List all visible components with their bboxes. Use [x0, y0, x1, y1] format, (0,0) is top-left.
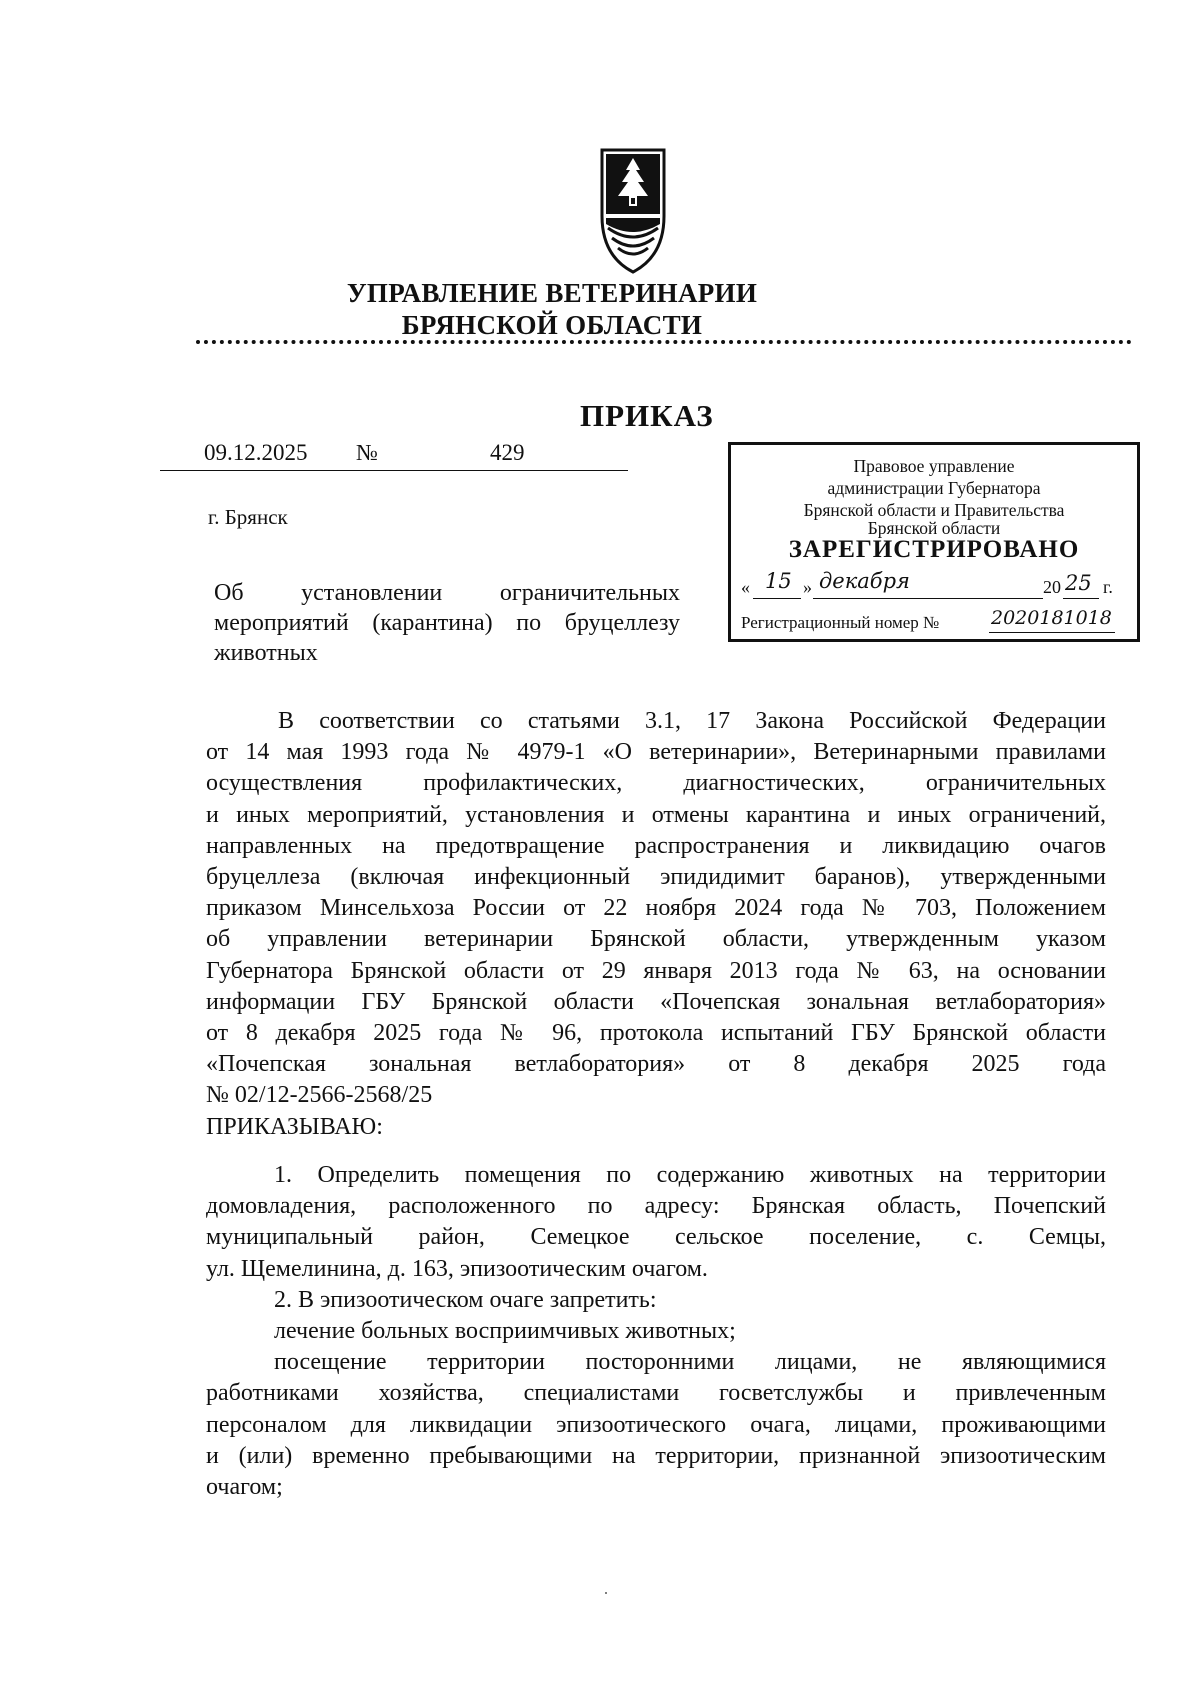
subject-line: Об установлении ограничительных	[214, 580, 680, 606]
stamp-authority	[731, 455, 1137, 539]
document-subject	[214, 578, 680, 668]
order-word: ПРИКАЗЫВАЮ:	[206, 1113, 383, 1140]
preamble-line: «Почепская зональная ветлаборатория» от 8 декабря 2025 года	[206, 1051, 1106, 1078]
stamp-registration-number-handwritten: 2020181018	[991, 607, 1112, 629]
number-label: №	[356, 440, 378, 465]
preamble-line: В соответствии со статьями 3.1, 17 Закона Российской Федерации	[278, 708, 1106, 734]
item-line: посещение территории посторонними лицами, не являющимися	[274, 1349, 1106, 1376]
order-item-1	[206, 1160, 1106, 1503]
preamble-line: об управлении ветеринарии Брянской области, утвержденным указом	[206, 926, 1106, 953]
preamble-line: от 8 декабря 2025 года № 96, протокола испытаний ГБУ Брянской области	[206, 1020, 1106, 1047]
coat-of-arms-emblem	[598, 146, 668, 276]
preamble-line: бруцеллеза (включая инфекционный эпидидимит баранов), утвержденными	[206, 864, 1106, 891]
preamble-line: информации ГБУ Брянской области «Почепская зональная ветлаборатория»	[206, 988, 1106, 1015]
item-2-heading: 2. В эпизоотическом очаге запретить:	[274, 1286, 657, 1313]
preamble-line: приказом Минсельхоза России от 22 ноября 2024 года № 703, Положением	[206, 895, 1106, 922]
stamp-year-handwritten: 25	[1065, 571, 1092, 595]
document-number: 429	[490, 440, 525, 465]
item-line: очагом;	[206, 1474, 283, 1501]
item-line: 1. Определить помещения по содержанию животных на территории	[274, 1162, 1106, 1188]
stamp-line: Брянской области	[867, 518, 1001, 538]
date-number-line	[160, 440, 628, 471]
item-line: муниципальный район, Семецкое сельское поселение, с. Семцы,	[206, 1224, 1106, 1251]
stamp-line: Брянской области и Правительства	[803, 500, 1065, 520]
header-dotted-divider	[196, 340, 1132, 344]
stamp-open-quote: «	[741, 577, 750, 597]
subject-line: мероприятий (карантина) по бруцеллезу	[214, 610, 680, 636]
preamble-line: Губернатора Брянской области от 29 января 2013 года № 63, на основании	[206, 957, 1106, 984]
item-line: домовладения, расположенного по адресу: Брянская область, Почепский	[206, 1193, 1106, 1220]
stamp-line: администрации Губернатора	[827, 478, 1041, 498]
stamp-close-quote: »	[803, 577, 812, 597]
stamp-year-prefix: 20	[1043, 577, 1061, 597]
preamble-line: от 14 мая 1993 года № 4979-1 «О ветеринарии», Ветеринарными правилами	[206, 739, 1106, 766]
preamble-line: и иных мероприятий, установления и отмены карантина и иных ограничений,	[206, 801, 1106, 828]
item-line: работниками хозяйства, специалистами госветслужбы и привлеченным	[206, 1380, 1106, 1407]
stamp-line: Правовое управление	[853, 456, 1015, 476]
registration-stamp	[728, 442, 1140, 642]
organization-name-line1: УПРАВЛЕНИЕ ВЕТЕРИНАРИИ	[346, 278, 758, 308]
stamp-registration-label: Регистрационный номер №	[741, 613, 940, 632]
item-2-clause: лечение больных восприимчивых животных;	[274, 1318, 736, 1345]
item-line: и (или) временно пребывающими на территории, признанной эпизоотическим	[206, 1442, 1106, 1469]
preamble-line: осуществления профилактических, диагностических, ограничительных	[206, 770, 1106, 797]
item-line: ул. Щемелинина, д. 163, эпизоотическим очагом.	[206, 1255, 708, 1282]
item-line: персоналом для ликвидации эпизоотического очага, лицами, проживающими	[206, 1411, 1106, 1438]
preamble-line: направленных на предотвращение распространения и ликвидацию очагов	[206, 832, 1106, 859]
stamp-date-line	[741, 569, 1127, 601]
scan-speck	[605, 1592, 607, 1594]
stamp-month-handwritten: декабря	[819, 569, 910, 593]
stamp-registration-line	[741, 609, 1127, 635]
document-date: 09.12.2025	[204, 440, 308, 465]
stamp-year-end: г.	[1103, 577, 1113, 597]
organization-name-line2: БРЯНСКОЙ ОБЛАСТИ	[401, 310, 703, 340]
subject-line: животных	[214, 640, 318, 666]
stamp-registered-label: ЗАРЕГИСТРИРОВАНО	[788, 536, 1080, 563]
stamp-day-handwritten: 15	[765, 569, 792, 593]
city-label: г. Брянск	[208, 505, 288, 529]
preamble-paragraph	[206, 706, 1106, 1143]
preamble-line: № 02/12-2566-2568/25	[206, 1082, 433, 1109]
document-title: ПРИКАЗ	[580, 398, 714, 433]
